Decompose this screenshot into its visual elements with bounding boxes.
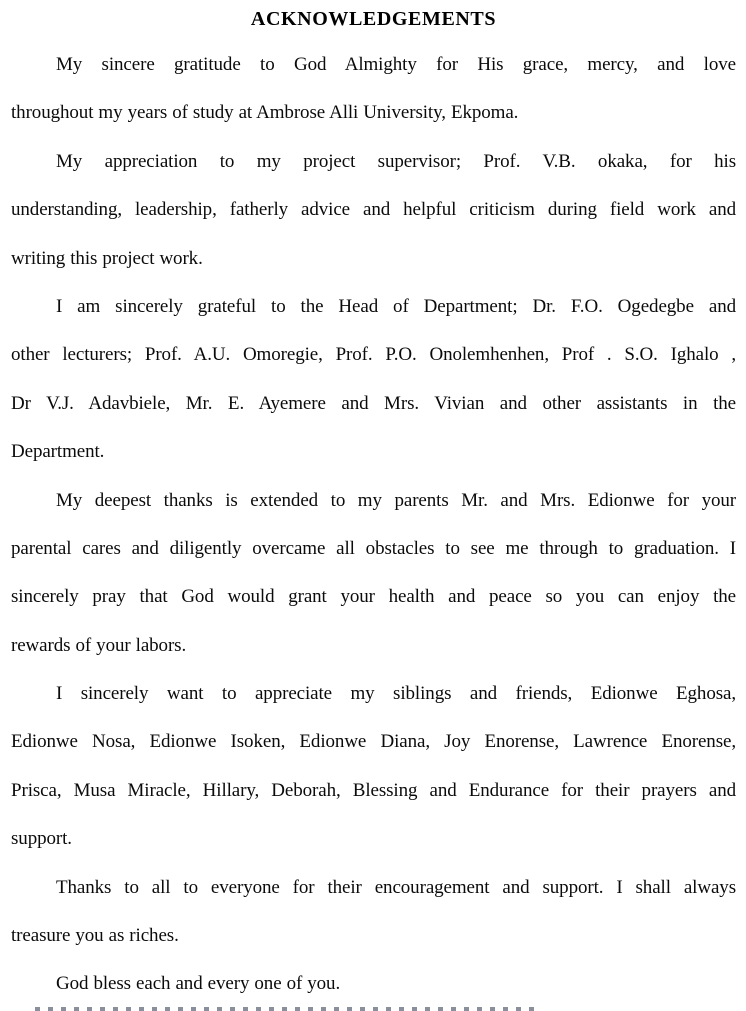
text-line: sincerely pray that God would grant your health and peace so you can enjoy the bbox=[11, 586, 736, 608]
paragraph bbox=[11, 864, 736, 961]
clipped-text-artifact bbox=[35, 1007, 535, 1011]
text-line: My sincere gratitude to God Almighty for His grace, mercy, and love bbox=[56, 54, 736, 75]
text-line: treasure you as riches. bbox=[11, 925, 179, 947]
text-line: My appreciation to my project supervisor; Prof. V.B. okaka, for his bbox=[56, 150, 736, 172]
text-line: Dr V.J. Adavbiele, Mr. E. Ayemere and Mrs. Vivian and other assistants in the bbox=[11, 392, 736, 414]
text-line: My deepest thanks is extended to my parents Mr. and Mrs. Edionwe for your bbox=[56, 489, 736, 511]
text-line: I sincerely want to appreciate my siblings and friends, Edionwe Eghosa, bbox=[56, 683, 736, 705]
text-line: other lecturers; Prof. A.U. Omoregie, Prof. P.O. Onolemhenhen, Prof . S.O. Ighalo , bbox=[11, 344, 736, 366]
text-line: writing this project work. bbox=[11, 247, 203, 269]
paragraph bbox=[11, 41, 736, 138]
page-title: ACKNOWLEDGEMENTS bbox=[250, 8, 497, 30]
text-line: Edionwe Nosa, Edionwe Isoken, Edionwe Diana, Joy Enorense, Lawrence Enorense, bbox=[11, 731, 736, 753]
paragraph bbox=[11, 138, 736, 283]
paragraph bbox=[11, 960, 736, 1008]
text-line: parental cares and diligently overcame all obstacles to see me through to graduation. I bbox=[11, 537, 736, 559]
paragraph bbox=[11, 283, 736, 477]
text-line: support. bbox=[11, 828, 72, 850]
text-line: Thanks to all to everyone for their encouragement and support. I shall always bbox=[56, 876, 736, 898]
paragraph bbox=[11, 477, 736, 671]
text-line: understanding, leadership, fatherly advice and helpful criticism during field work and bbox=[11, 199, 736, 221]
text-line: Prisca, Musa Miracle, Hillary, Deborah, Blessing and Endurance for their prayers and bbox=[11, 779, 736, 801]
text-line: God bless each and every one of you. bbox=[56, 973, 341, 995]
text-line: I am sincerely grateful to the Head of Department; Dr. F.O. Ogedegbe and bbox=[56, 295, 736, 317]
text-line: Department. bbox=[11, 441, 105, 463]
paragraph bbox=[11, 670, 736, 864]
text-line: rewards of your labors. bbox=[11, 634, 187, 656]
text-line: throughout my years of study at Ambrose Alli University, Ekpoma. bbox=[11, 102, 519, 124]
